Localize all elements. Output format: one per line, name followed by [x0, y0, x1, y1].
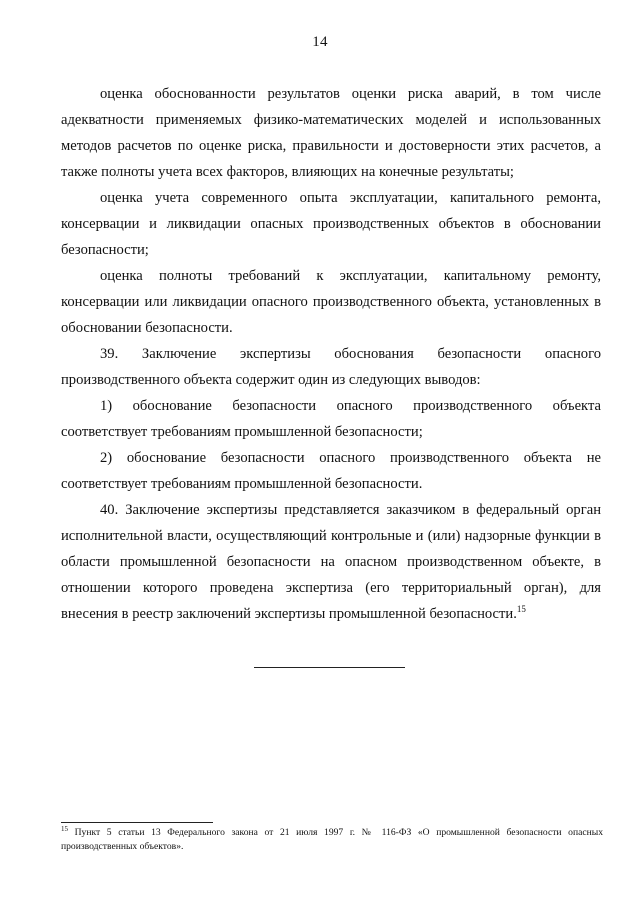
paragraph-clause-40 [61, 497, 601, 627]
paragraph-operation-experience: оценка учета современного опыта эксплуатации, капитального ремонта, консервации и ликвидации опасных производственных объектов в обосновании безопасности; [61, 190, 601, 258]
footnote-text: Пункт 5 статьи 13 Федерального закона от 21 июля 1997 г. № 116-ФЗ «О промышленной безопасности опасных производственных объектов». [61, 827, 603, 852]
footnote-reference[interactable]: 15 [516, 604, 526, 615]
paragraph-conclusion-noncompliant: 2) обоснование безопасности опасного производственного объекта не соответствует требованиям промышленной безопасности. [61, 450, 601, 492]
footnote-marker: 15 [61, 824, 68, 833]
paragraph-conclusion-compliant: 1) обоснование безопасности опасного производственного объекта соответствует требованиям промышленной безопасности; [61, 398, 601, 440]
end-of-text-rule [254, 667, 405, 668]
page-number: 14 [312, 34, 328, 50]
paragraph-risk-assessment: оценка обоснованности результатов оценки риска аварий, в том числе адекватности применяемых физико-математических моделей и использованных методов расчетов по оценке риска, правильности и достоверности этих расчетов, а также полноты учета всех факторов, влияющих на конечные результаты; [61, 86, 601, 180]
document-body [61, 81, 601, 627]
paragraph-requirements-completeness: оценка полноты требований к эксплуатации, капитальному ремонту, консервации или ликвидации опасного производственного объекта, установленных в обосновании безопасности. [61, 268, 601, 336]
footnote [61, 826, 603, 854]
footnote-separator [61, 822, 213, 823]
clause-40-text: 40. Заключение экспертизы представляется заказчиком в федеральный орган исполнительной власти, осуществляющий контрольные и (или) надзорные функции в области промышленной безопасности на опасном производственном объекте, в отношении которого проведена экспертиза (его территориальный орган), для внесения в реестр заключений экспертизы промышленной безопасности. [61, 502, 601, 622]
paragraph-clause-39: 39. Заключение экспертизы обоснования безопасности опасного производственного объекта содержит один из следующих выводов: [61, 346, 601, 388]
